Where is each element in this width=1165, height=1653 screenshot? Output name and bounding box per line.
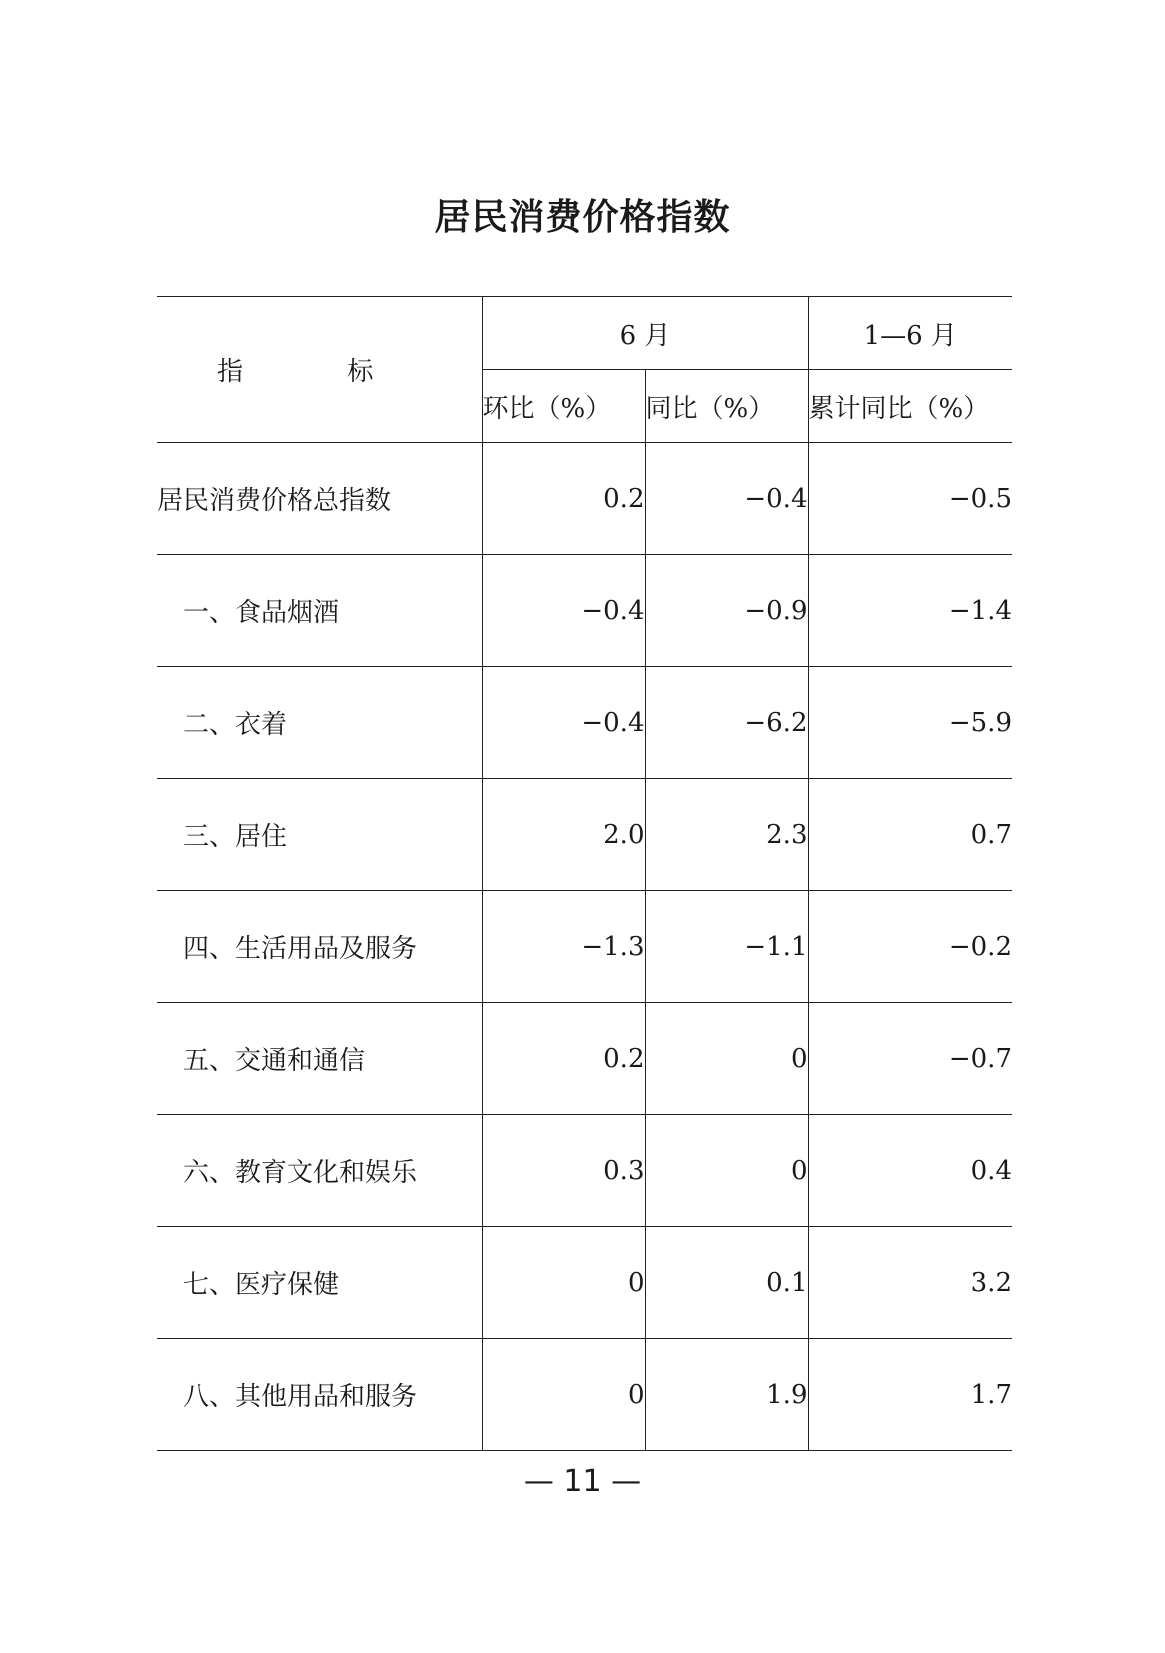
table-row [157, 1003, 1012, 1115]
cell-yoy: 1.9 [645, 1339, 808, 1451]
row-name: 七、医疗保健 [157, 1227, 482, 1339]
page-number: — 11 — [523, 1464, 642, 1499]
table-row [157, 891, 1012, 1003]
row-name: 四、生活用品及服务 [157, 891, 482, 1003]
cell-yoy: −1.1 [645, 891, 808, 1003]
cell-cumulative: −1.4 [808, 555, 1012, 667]
page-title: 居民消费价格指数 [434, 197, 731, 238]
table-row [157, 1115, 1012, 1227]
cell-mom: 0 [482, 1227, 645, 1339]
cell-mom: 0 [482, 1339, 645, 1451]
header-indicator: 指 标 [157, 297, 482, 443]
row-name: 三、居住 [157, 779, 482, 891]
cell-cumulative: −5.9 [808, 667, 1012, 779]
cpi-table [157, 296, 1012, 1451]
cell-yoy: −0.9 [645, 555, 808, 667]
cell-cumulative: −0.5 [808, 443, 1012, 555]
cell-yoy: −6.2 [645, 667, 808, 779]
row-name: 八、其他用品和服务 [157, 1339, 482, 1451]
header-yoy: 同比（%） [645, 370, 808, 443]
cell-mom: 2.0 [482, 779, 645, 891]
cell-mom: 0.3 [482, 1115, 645, 1227]
row-name: 一、食品烟酒 [157, 555, 482, 667]
cell-mom: −0.4 [482, 667, 645, 779]
table-row [157, 779, 1012, 891]
cell-mom: −1.3 [482, 891, 645, 1003]
cell-mom: 0.2 [482, 1003, 645, 1115]
header-mom: 环比（%） [482, 370, 645, 443]
cell-yoy: 0.1 [645, 1227, 808, 1339]
header-cumulative-yoy: 累计同比（%） [808, 370, 1012, 443]
cell-cumulative: −0.2 [808, 891, 1012, 1003]
row-name: 五、交通和通信 [157, 1003, 482, 1115]
cell-cumulative: 0.7 [808, 779, 1012, 891]
cell-cumulative: 0.4 [808, 1115, 1012, 1227]
cell-cumulative: 1.7 [808, 1339, 1012, 1451]
table-row [157, 1339, 1012, 1451]
table-header-row [157, 297, 1012, 370]
cell-yoy: 0 [645, 1003, 808, 1115]
row-name: 二、衣着 [157, 667, 482, 779]
cell-mom: 0.2 [482, 443, 645, 555]
header-group-cumulative: 1—6 月 [808, 297, 1012, 370]
header-group-month: 6 月 [482, 297, 808, 370]
table-row [157, 667, 1012, 779]
row-name: 六、教育文化和娱乐 [157, 1115, 482, 1227]
table-row [157, 443, 1012, 555]
cell-yoy: 2.3 [645, 779, 808, 891]
table-row [157, 1227, 1012, 1339]
cell-yoy: 0 [645, 1115, 808, 1227]
cell-cumulative: 3.2 [808, 1227, 1012, 1339]
cell-yoy: −0.4 [645, 443, 808, 555]
table-row [157, 555, 1012, 667]
cell-mom: −0.4 [482, 555, 645, 667]
cell-cumulative: −0.7 [808, 1003, 1012, 1115]
row-name: 居民消费价格总指数 [157, 443, 482, 555]
